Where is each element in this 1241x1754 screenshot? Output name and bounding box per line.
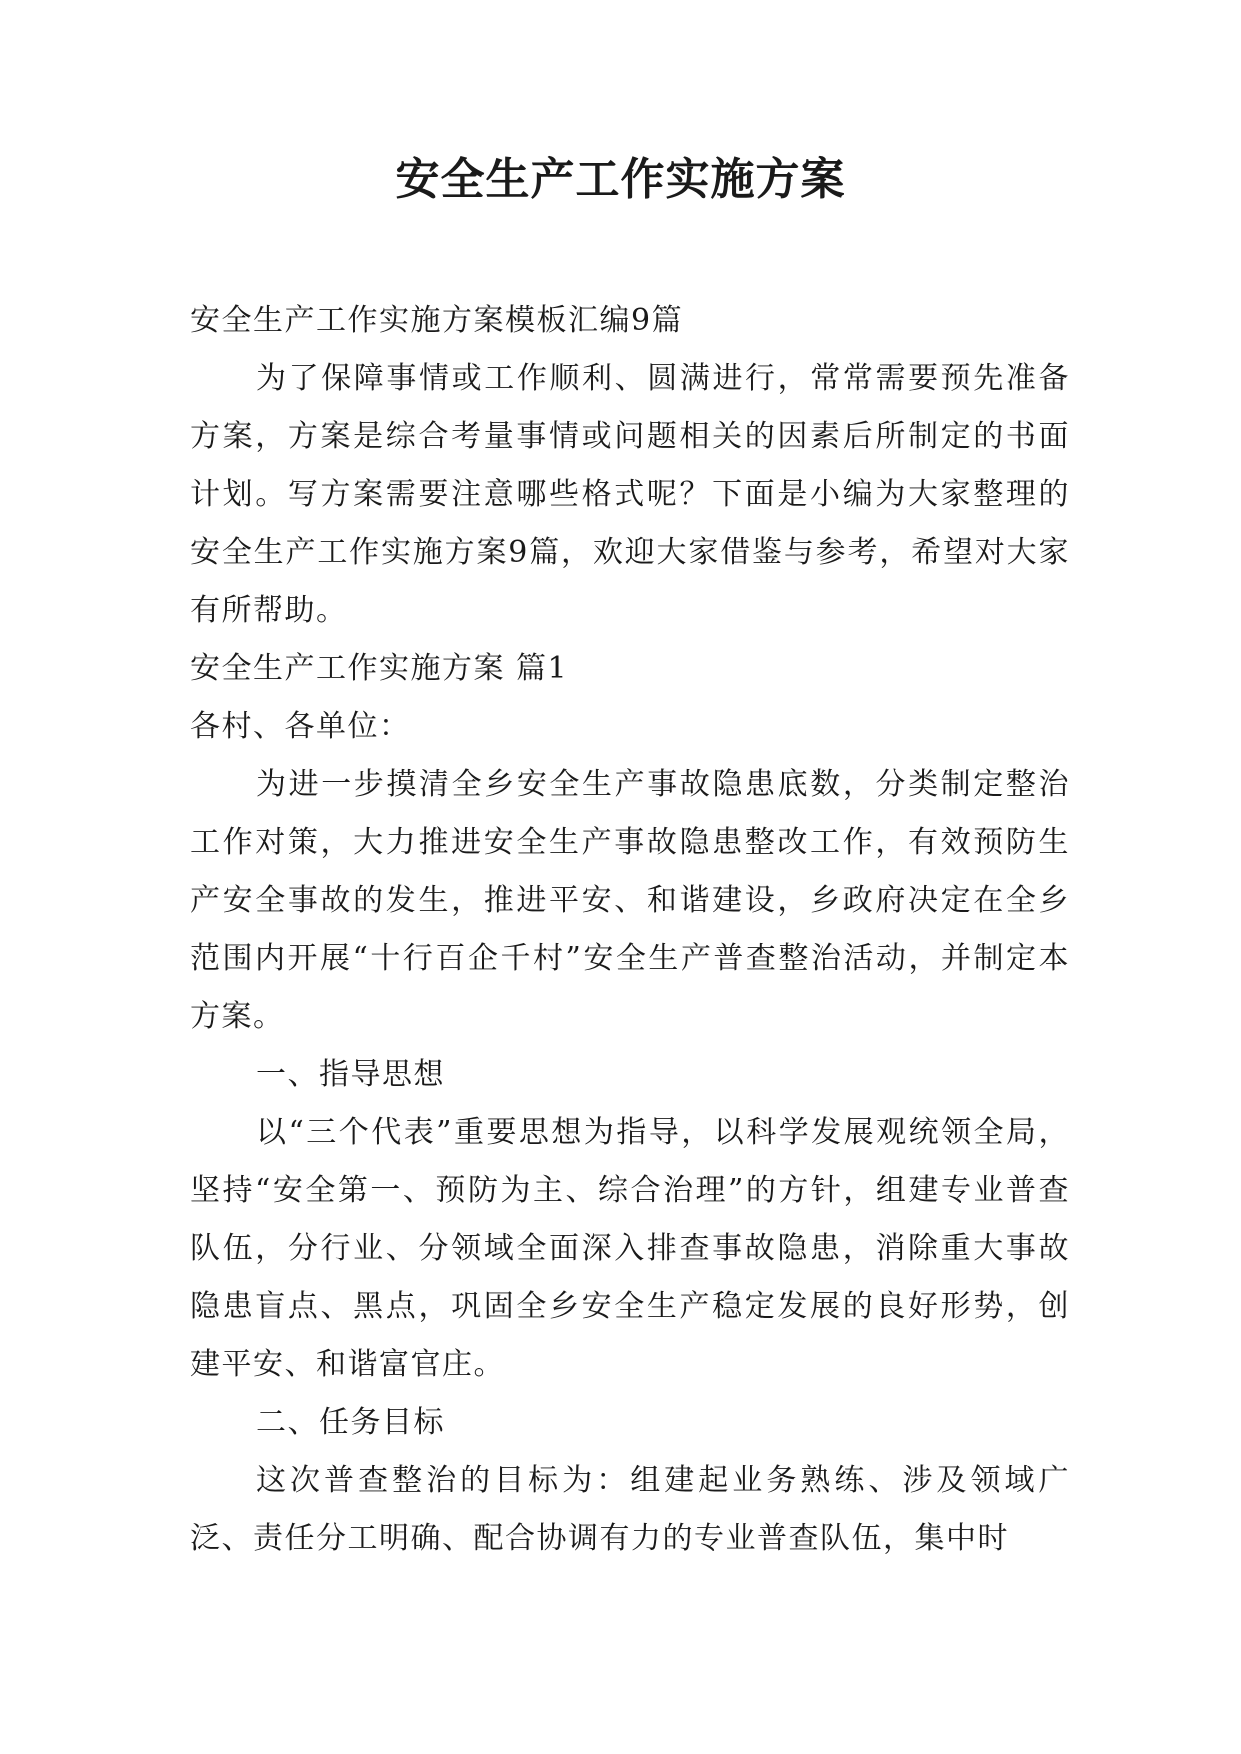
paragraph: 这次普查整治的目标为：组建起业务熟练、涉及领域广泛、责任分工明确、配合协调有力的专业普查队伍，集中时 — [190, 1463, 1070, 1556]
paragraph: 为了保障事情或工作顺利、圆满进行，常常需要预先准备方案，方案是综合考量事情或问题相关的因素后所制定的书面计划。写方案需要注意哪些格式呢？下面是小编为大家整理的安全生产工作实施方案9篇，欢迎大家借鉴与参考，希望对大家有所帮助。 — [190, 361, 1070, 628]
section-heading: 一、指导思想 — [256, 1057, 445, 1092]
paragraph: 为进一步摸清全乡安全生产事故隐患底数，分类制定整治工作对策，大力推进安全生产事故隐患整改工作，有效预防生产安全事故的发生，推进平安、和谐建设，乡政府决定在全乡范围内开展“十行百企千村”安全生产普查整治活动，并制定本方案。 — [190, 767, 1070, 1034]
paragraph: 安全生产工作实施方案模板汇编9篇 — [190, 303, 684, 338]
section-heading: 安全生产工作实施方案 篇1 — [190, 651, 569, 686]
document-title: 安全生产工作实施方案 — [395, 154, 846, 205]
salutation: 各村、各单位： — [190, 709, 411, 744]
paragraph: 以“三个代表”重要思想为指导，以科学发展观统领全局，坚持“安全第一、预防为主、综合治理”的方针，组建专业普查队伍，分行业、分领域全面深入排查事故隐患，消除重大事故隐患盲点、黑点，巩固全乡安全生产稳定发展的良好形势，创建平安、和谐富官庄。 — [190, 1115, 1070, 1382]
section-heading: 二、任务目标 — [256, 1405, 445, 1440]
document-body — [190, 292, 1070, 1568]
